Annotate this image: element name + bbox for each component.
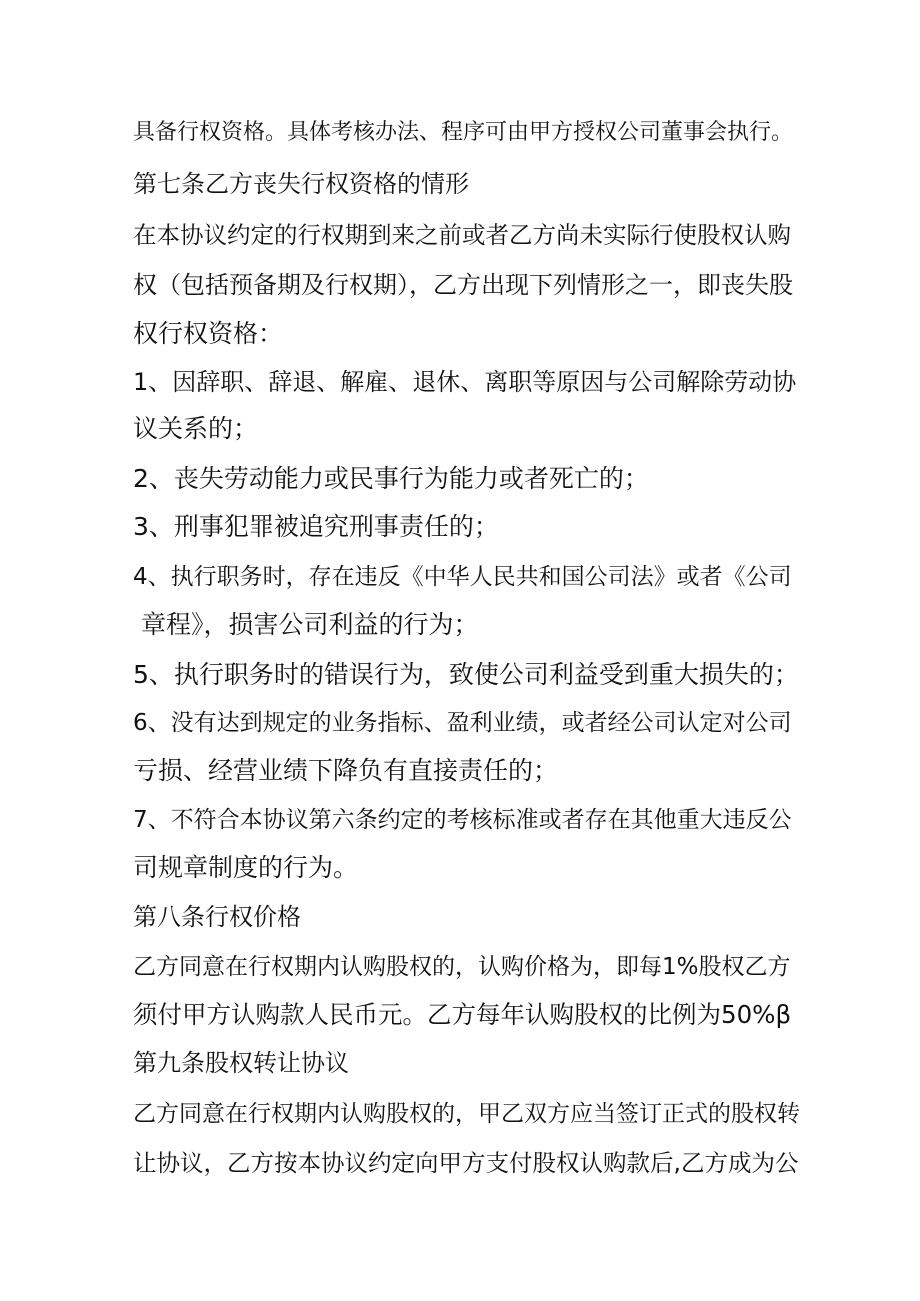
text-line: 司规章制度的行为。 xyxy=(133,853,359,882)
list-item-5: 5、执行职务时的错误行为，致使公司利益受到重大损失的； xyxy=(133,660,799,689)
list-item-7: 7、不符合本协议第六条约定的考核标准或者存在其他重大违反公 xyxy=(133,807,792,833)
section-heading-article-8: 第八条行权价格 xyxy=(133,903,301,931)
list-item-3: 3、刑事犯罪被追究刑事责任的； xyxy=(133,512,499,541)
text-line: 乙方同意在行权期内认购股权的，认购价格为，即每1%股权乙方 xyxy=(133,954,791,980)
text-line: 权（包括预备期及行权期），乙方出现下列情形之一，即丧失股 xyxy=(133,271,793,299)
section-heading-article-9: 第九条股权转让协议 xyxy=(133,1049,349,1077)
list-item-4: 4、执行职务时，存在违反《中华人民共和国公司法》或者《公司 xyxy=(133,564,792,590)
text-line: 乙方同意在行权期内认购股权的，甲乙双方应当签订正式的股权转 xyxy=(133,1101,800,1127)
text-line: 议关系的； xyxy=(133,414,259,443)
text-line: 亏损、经营业绩下降负有直接责任的； xyxy=(133,756,559,785)
text-line: 章程》，损害公司利益的行为； xyxy=(141,610,479,639)
list-item-6: 6、没有达到规定的业务指标、盈利业绩，或者经公司认定对公司 xyxy=(133,710,792,736)
text-line: 在本协议约定的行权期到来之前或者乙方尚未实际行使股权认购 xyxy=(133,221,791,249)
list-item-1: 1、因辞职、辞退、解雇、退休、离职等原因与公司解除劳动协 xyxy=(133,368,797,396)
text-line: 具备行权资格。具体考核办法、程序可由甲方授权公司董事会执行。 xyxy=(133,120,794,145)
list-item-2: 2、丧失劳动能力或民事行为能力或者死亡的； xyxy=(133,464,649,493)
section-heading-article-7: 第七条乙方丧失行权资格的情形 xyxy=(133,170,469,198)
text-line: 权行权资格： xyxy=(133,319,284,348)
text-line: 让协议，乙方按本协议约定向甲方支付股权认购款后,乙方成为公 xyxy=(133,1149,799,1177)
text-line: 须付甲方认购款人民币元。乙方每年认购股权的比例为50%β xyxy=(133,1000,792,1029)
